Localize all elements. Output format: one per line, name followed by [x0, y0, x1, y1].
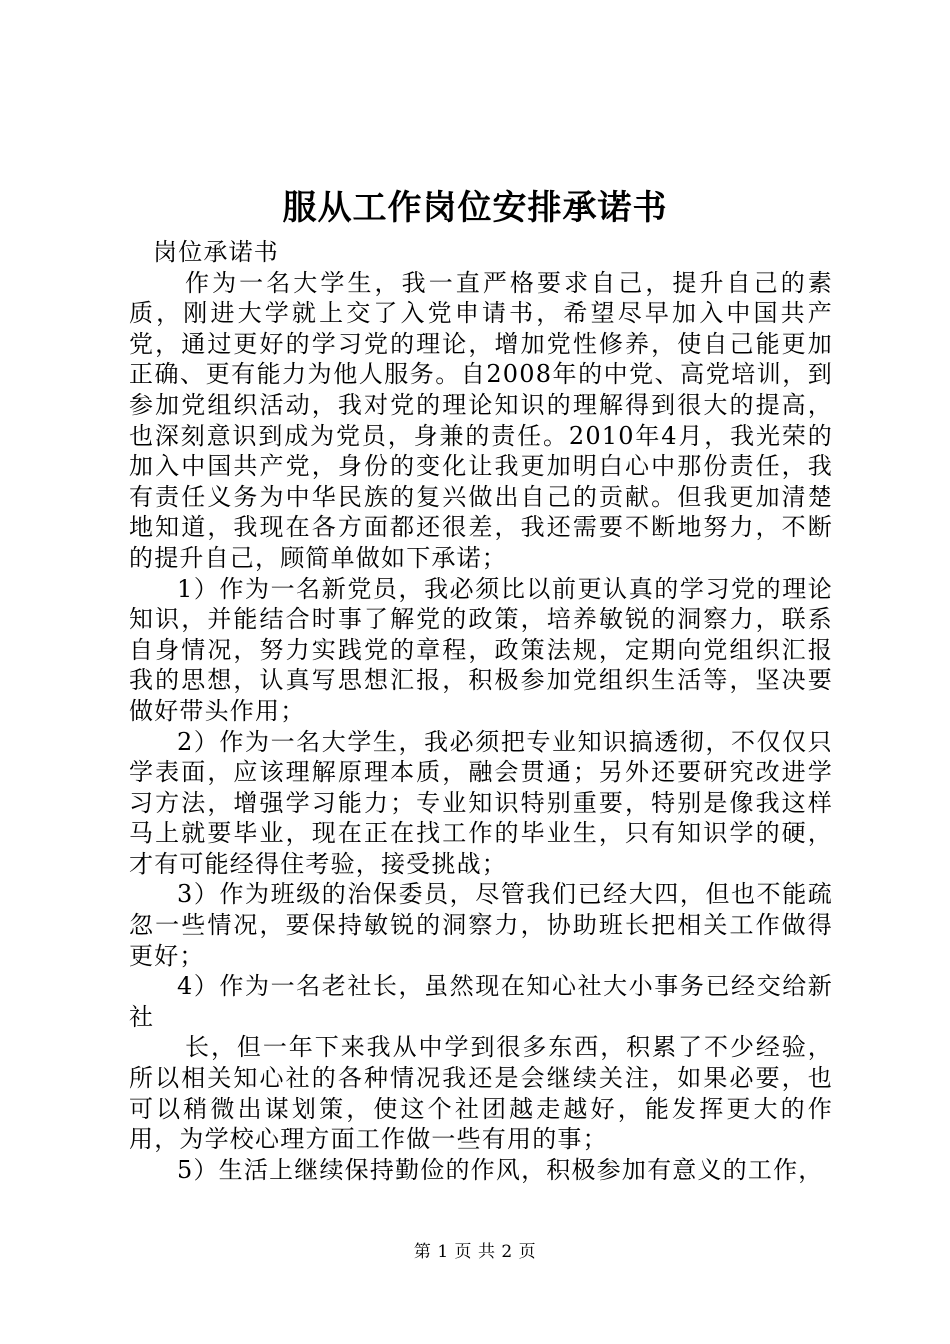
page-number-footer: 第 1 页 共 2 页 [413, 1242, 537, 1262]
document-body [129, 237, 833, 1185]
paragraph-item-1: 1）作为一名新党员，我必须比以前更认真的学习党的理论知识，并能结合时事了解党的政策，培养敏锐的洞察力，联系自身情况，努力实践党的章程，政策法规，定期向党组织汇报我的思想，认真写思想汇报，积极参加党组织生活等，坚决要做好带头作用； [129, 574, 833, 725]
paragraph-item-3: 3）作为班级的治保委员，尽管我们已经大四，但也不能疏忽一些情况，要保持敏锐的洞察力，协助班长把相关工作做得更好； [129, 880, 833, 970]
paragraph-item-4-continued: 长，但一年下来我从中学到很多东西，积累了不少经验，所以相关知心社的各种情况我还是会继续关注，如果必要，也可以稍微出谋划策，使这个社团越走越好，能发挥更大的作用，为学校心理方面工作做一些有用的事； [129, 1033, 833, 1154]
paragraph-intro: 作为一名大学生，我一直严格要求自己，提升自己的素质，刚进大学就上交了入党申请书，希望尽早加入中国共产党，通过更好的学习党的理论，增加党性修养，使自己能更加正确、更有能力为他人服务。自2008年的中党、高党培训，到参加党组织活动，我对党的理论知识的理解得到很大的提高，也深刻意识到成为党员，身兼的责任。2010年4月，我光荣的加入中国共产党，身份的变化让我更加明白心中那份责任，我有责任义务为中华民族的复兴做出自己的贡献。但我更加清楚地知道，我现在各方面都还很差，我还需要不断地努力，不断的提升自己，顾简单做如下承诺； [129, 268, 833, 572]
paragraph-item-2: 2）作为一名大学生，我必须把专业知识搞透彻，不仅仅只学表面，应该理解原理本质，融会贯通；另外还要研究改进学习方法，增强学习能力；专业知识特别重要，特别是像我这样马上就要毕业，现在正在找工作的毕业生，只有知识学的硬，才有可能经得住考验，接受挑战； [129, 727, 833, 878]
document-subtitle: 岗位承诺书 [153, 238, 279, 266]
paragraph-item-5: 5）生活上继续保持勤俭的作风，积极参加有意义的工作， [177, 1155, 824, 1184]
document-title: 服从工作岗位安排承诺书 [282, 188, 668, 228]
paragraph-item-4: 4）作为一名老社长，虽然现在知心社大小事务已经交给新社 [129, 972, 833, 1031]
